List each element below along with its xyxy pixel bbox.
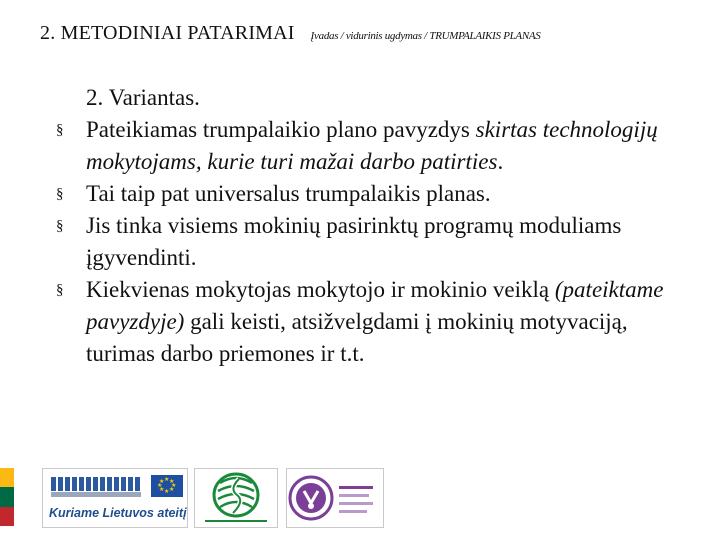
esf-logo [42,468,188,528]
purple-circle-emblem-icon [287,469,383,527]
bullet-square-icon: § [56,122,64,138]
footer-logos [0,466,720,540]
lithuanian-flag-icon [0,468,14,526]
ugdymo-pletotes-centras-logo [286,468,384,528]
slide-title: 2. METODINIAI PATARIMAI [40,22,295,44]
eu-flag-icon: ★ ★ ★ ★ ★ ★ ★ ★ [151,475,183,497]
esf-mosaic-icon [51,477,147,499]
slide-breadcrumb: Įvadas / vidurinis ugdymas / TRUMPALAIKIS PLANAS [310,30,541,42]
bullet-square-icon: § [56,186,64,202]
slide-body [56,82,696,370]
variant-heading: 2. Variantas. [86,85,200,110]
bullet-square-icon: § [56,218,64,234]
education-center-logo [194,468,278,528]
bullet-item: § Tai taip pat universalus trumpalaikis planas. [56,178,696,210]
bullet-list [56,114,696,370]
slide-header [40,22,710,45]
esf-slogan: Kuriame Lietuvos ateitį [49,506,187,520]
bullet-item: § Jis tinka visiems mokinių pasirinktų programų moduliams įgyvendinti. [56,210,696,274]
bullet-item: § Kiekvienas mokytojas mokytojo ir mokinio veiklą (pateiktame pavyzdyje) gali keisti, atsižvelgdami į mokinių motyvaciją, turimas darbo priemones ir t.t. [56,274,696,370]
bullet-item: § Pateikiamas trumpalaikio plano pavyzdys skirtas technologijų mokytojams, kurie turi mažai darbo patirties. [56,114,696,178]
ugdymo-centras-emblem-icon [195,469,277,527]
bullet-square-icon: § [56,282,64,298]
